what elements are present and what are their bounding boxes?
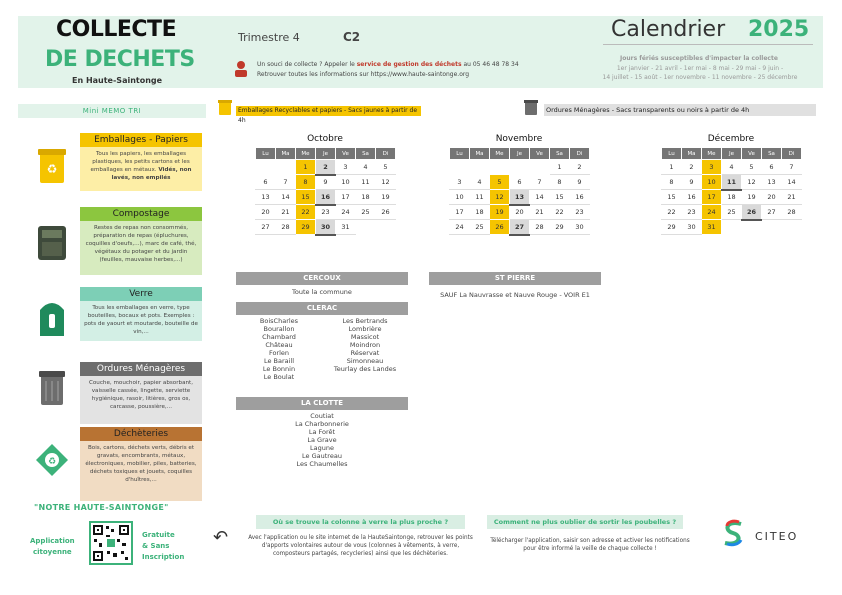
day-header: Ma [276,148,296,160]
day-header: Je [316,148,336,160]
composter-icon [34,220,70,262]
calendar-day: 10 [450,190,470,205]
day-header: Ve [742,148,762,160]
calendar-day: 14 [782,175,802,190]
svg-text:♻: ♻ [47,457,57,467]
curved-arrow-icon: ↶ [213,527,229,548]
calendar-day: 2 [682,160,702,175]
day-header: Sa [550,148,570,160]
day-header: Di [376,148,396,160]
day-header: Me [296,148,316,160]
memo-category [80,287,202,341]
trimestre-label: Trimestre 4 [238,31,300,44]
clerac-column-right [322,317,408,381]
calendar-title: Calendrier [611,17,726,42]
calendar-day: 21 [276,205,296,220]
day-header: Lu [256,148,276,160]
calendar-day: 23 [570,205,590,220]
calendar-day: 27 [256,220,276,235]
calendar-day: 11 [722,175,742,190]
zone-cercoux [236,272,408,296]
memo-category-text: Tous les papiers, les emballages plastiques, les petits cartons et les emballages en métaux. Vidés, non lavés, non empilés [80,147,202,191]
calendar-day: 30 [682,220,702,235]
day-header: Ve [336,148,356,160]
locality: La Forêt [308,428,336,436]
locality: La Grave [307,436,337,444]
calendar-day: 20 [762,190,782,205]
calendar-day: 6 [510,175,530,190]
locality: Massicot [350,333,380,341]
title-line1: COLLECTE [56,17,177,42]
holidays-list: 1er janvier - 21 avril - 1er mai - 8 mai - 29 mai - 9 juin - 14 juillet - 15 août - 1er novembre - 11 novembre - 25 décembre [602,65,798,81]
calendar-day: 1 [550,160,570,175]
day-header: Me [490,148,510,160]
svg-text:♻: ♻ [46,162,58,176]
locality: Coutiat [310,412,334,420]
calendar-day: 26 [490,220,510,235]
calendar-day: 16 [682,190,702,205]
calendar-day: 8 [550,175,570,190]
calendar-day: 12 [490,190,510,205]
calendar-day: 11 [356,175,376,190]
zone-text: SAUF La Nauvrasse et Nauve Rouge - VOIR E1 [440,291,590,299]
calendar-day: 22 [296,205,316,220]
calendar-day: 15 [662,190,682,205]
month-calendar [255,147,396,236]
clerac-column-left [236,317,322,381]
calendar-day: 30 [316,220,336,235]
calendar-day: 5 [490,175,510,190]
day-header: Je [722,148,742,160]
zone-title: CERCOUX [236,272,408,285]
month-title: Décembre [707,134,755,144]
zone-code: C2 [343,30,361,44]
calendar-day: 6 [762,160,782,175]
qr-code[interactable] [89,521,133,565]
calendar-day: 21 [530,205,550,220]
calendar-day: 15 [550,190,570,205]
legend-household-label: Ordures Ménagères - Sacs transparents ou noirs à partir de 4h [544,104,816,116]
locality: Le Baraill [263,357,295,365]
calendar-day: 5 [742,160,762,175]
calendar-day: 10 [702,175,722,190]
title-line2: DE DECHETS [45,47,195,72]
calendar-day: 30 [570,220,590,235]
day-header: Ve [530,148,550,160]
calendar-day: 5 [376,160,396,175]
calendar-day [762,220,782,235]
calendar-day: 31 [702,220,722,235]
calendar-day: 22 [550,205,570,220]
memo-category [80,133,202,191]
locality: Simonneau [346,357,384,365]
day-header: Ma [470,148,490,160]
calendar-day: 7 [782,160,802,175]
calendar-day: 24 [336,205,356,220]
legend-recyclable [216,98,421,124]
locality: Bourallon [263,325,295,333]
calendar-day: 19 [742,190,762,205]
calendar-day: 24 [702,205,722,220]
calendar-day: 3 [702,160,722,175]
calendar-day: 13 [256,190,276,205]
zone-clerac [236,302,408,381]
q2-text: Télécharger l'application, saisir son adresse et activer les notifications pour être informé la veille de chaque collecte ! [490,538,690,552]
subtitle: En Haute-Saintonge [72,76,163,85]
q1-text: Avec l'application ou le site internet de la HauteSaintonge, retrouver les points d'apports volontaires autour de vous (colonnes à vêtements, à verre, composteurs partagés, recycleries) ainsi que les déchèteries. [248,535,473,557]
day-header: Di [570,148,590,160]
calendar-day: 3 [336,160,356,175]
calendar-day: 9 [570,175,590,190]
month-calendar [661,147,802,235]
memo-category [80,207,202,275]
locality: Teurlay des Landes [333,365,397,373]
calendar-day: 17 [450,205,470,220]
calendar-day: 4 [722,160,742,175]
q2-title: Comment ne plus oublier de sortir les poubelles ? [487,515,683,529]
calendar-day: 26 [376,205,396,220]
calendar-day [742,220,762,235]
calendar-day [782,220,802,235]
calendar-day: 25 [470,220,490,235]
phone-icon [233,60,249,78]
day-header: Lu [450,148,470,160]
calendar-day: 4 [470,175,490,190]
recycling-center-icon [34,436,70,478]
locality: Le Bonnin [262,365,296,373]
day-header: Lu [662,148,682,160]
calendar-day: 19 [376,190,396,205]
memo-category-text: Couche, mouchoir, papier absorbant, vaisselle cassée, lingette, serviette hygiénique, rasoir, litières, gros os, carcasse, poussière,... [80,376,202,424]
calendar-day: 7 [530,175,550,190]
free-label: Gratuite & Sans Inscription [142,531,185,561]
memo-category-title: Compostage [80,207,202,221]
zone-text: Toute la commune [292,288,352,296]
qr-code-icon [91,523,131,563]
memo-category-text: Bois, cartons, déchets verts, débris et gravats, encombrants, métaux, électroniques, mobilier, piles, batteries, déchets toxiques et jouets, coquilles d'huîtres,... [80,441,202,501]
calendar-day: 1 [296,160,316,175]
memo-category [80,362,202,424]
calendar-day: 11 [470,190,490,205]
day-header: Di [782,148,802,160]
locality: Les Chaumelles [296,460,348,468]
calendar-day: 18 [356,190,376,205]
calendar-day: 7 [276,175,296,190]
calendar-day [276,160,296,175]
calendar-day: 18 [470,205,490,220]
calendar-day: 25 [722,205,742,220]
calendar-day: 29 [550,220,570,235]
zone-title: CLERAC [236,302,408,315]
calendar-day: 6 [256,175,276,190]
locality: Lombrière [348,325,382,333]
legend-recyclable-label: Emballages Recyclables et papiers - Sacs jaunes à partir de 4h [236,106,421,116]
calendar-day: 29 [662,220,682,235]
calendar-day [490,160,510,175]
yellow-bin-icon [34,145,70,187]
memo-category-title: Déchèteries [80,427,202,441]
calendar-day: 28 [276,220,296,235]
calendar-day [510,160,530,175]
calendar-day: 28 [530,220,550,235]
locality: Le Gautreau [302,452,342,460]
haute-saintonge-logo-icon [719,516,747,550]
locality: Les Bertrands [342,317,388,325]
calendar-day: 16 [316,190,336,205]
memo-category-text: Restes de repas non consommés, préparation de repas (épluchures, coquilles d'oeufs,...), marc de café, thé, végétaux du potager et du jardin (feuilles, mauvaise herbes,...) [80,221,202,275]
calendar-day: 26 [742,205,762,220]
locality: Forlen [268,349,290,357]
zone-title: LA CLOTTE [236,397,408,410]
calendar-day: 25 [356,205,376,220]
memo-category-title: Emballages - Papiers [80,133,202,147]
day-header: Me [702,148,722,160]
locality: Lagune [310,444,334,452]
locality: La Charbonnerie [295,420,349,428]
calendar-day: 13 [510,190,530,205]
q1-title: Où se trouve la colonne à verre la plus proche ? [256,515,465,529]
calendar-day: 21 [782,190,802,205]
calendar-day: 2 [570,160,590,175]
zone-st-pierre [429,272,601,299]
calendar-day: 10 [336,175,356,190]
zone-la-clotte [236,397,408,468]
calendar-day: 12 [742,175,762,190]
calendar-day: 2 [316,160,336,175]
calendar-day [470,160,490,175]
locality: BoisCharles [259,317,299,325]
month-title: Novembre [495,134,543,144]
calendar-day [356,220,376,235]
locality: Moindron [349,341,381,349]
locality: Le Boulat [263,373,295,381]
calendar-day: 3 [450,175,470,190]
calendar-day: 16 [570,190,590,205]
calendar-day: 24 [450,220,470,235]
calendar-day: 23 [316,205,336,220]
holidays-title: Jours fériés susceptibles d'impacter la collecte [620,55,778,62]
memo-category-title: Ordures Ménagères [80,362,202,376]
memo-category-text: Tous les emballages en verre, type bouteilles, bocaux et pots. Exemples : pots de yaourt et moutarde, bouteille de vin,... [80,301,202,341]
calendar-year: 2025 [748,17,810,42]
calendar-day: 28 [782,205,802,220]
calendar-day: 22 [662,205,682,220]
citeo-logo: CITEO [755,530,799,543]
day-header: Sa [356,148,376,160]
contact-info: Un souci de collecte ? Appeler le service de gestion des déchets au 05 46 48 78 34 Retrouver toutes les informations sur https://www.haute-saintonge.org [257,61,519,78]
calendar-day: 17 [336,190,356,205]
calendar-day [256,160,276,175]
locality: Château [265,341,293,349]
locality: Chambard [262,333,296,341]
calendar-day: 1 [662,160,682,175]
month-calendar [449,147,590,236]
day-header: Je [510,148,530,160]
calendar-day: 14 [530,190,550,205]
calendar-day: 12 [376,175,396,190]
calendar-day: 29 [296,220,316,235]
calendar-day: 31 [336,220,356,235]
calendar-day: 13 [762,175,782,190]
calendar-day: 4 [356,160,376,175]
zone-title: ST PIERRE [429,272,601,285]
calendar-day [450,160,470,175]
month-title: Octobre [307,134,343,144]
calendar-day [530,160,550,175]
calendar-day: 27 [762,205,782,220]
glass-container-icon [34,296,70,338]
calendar-day: 9 [682,175,702,190]
day-header: Ma [682,148,702,160]
calendar-day: 9 [316,175,336,190]
divider [603,44,813,45]
calendar-day: 23 [682,205,702,220]
brand-name: "NOTRE HAUTE-SAINTONGE" [34,503,169,512]
grey-bin-icon [522,98,540,116]
memo-category [80,427,202,501]
legend-household [522,98,816,116]
memo-category-title: Verre [80,287,202,301]
calendar-day: 27 [510,220,530,235]
locality: Réservat [350,349,380,357]
memo-title: Mini MEMO TRI [18,104,206,118]
calendar-day [376,220,396,235]
calendar-day: 8 [662,175,682,190]
grey-bin-icon [34,367,70,409]
calendar-day: 18 [722,190,742,205]
calendar-day: 20 [510,205,530,220]
calendar-day: 8 [296,175,316,190]
day-header: Sa [762,148,782,160]
calendar-day: 17 [702,190,722,205]
app-label: Application citoyenne [30,537,75,556]
calendar-day: 14 [276,190,296,205]
calendar-day: 20 [256,205,276,220]
yellow-bin-icon [216,98,234,116]
calendar-day: 19 [490,205,510,220]
calendar-day [722,220,742,235]
calendar-day: 15 [296,190,316,205]
